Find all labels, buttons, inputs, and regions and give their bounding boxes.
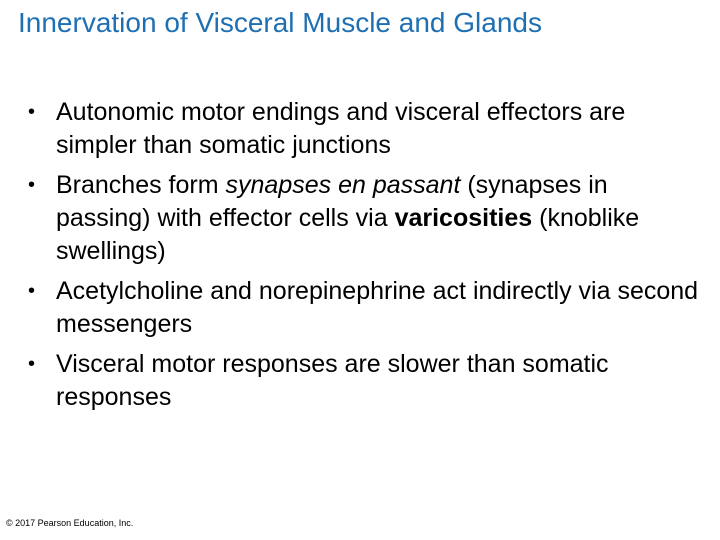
term-varicosities: varicosities (394, 204, 533, 232)
bullet-text-2 (56, 169, 700, 268)
copyright-notice: © 2017 Pearson Education, Inc. (6, 518, 134, 528)
bullet-item-1 (28, 96, 700, 162)
bullet-marker: • (28, 353, 36, 375)
bullet-text-2-part1: Branches form (56, 171, 226, 199)
bullet-text-3: Acetylcholine and norepinephrine act indirectly via second messengers (56, 277, 699, 338)
bullet-list (28, 96, 700, 421)
slide-title: Innervation of Visceral Muscle and Glands (18, 7, 542, 38)
bullet-item-2 (28, 169, 700, 268)
bullet-item-4 (28, 348, 700, 414)
bullet-text-2-part2: (synapses in passing) with effector cells via (56, 171, 608, 232)
bullet-marker: • (28, 174, 36, 196)
term-synapses-en-passant: synapses en passant (225, 171, 461, 199)
bullet-text-2-part3: (knoblike swellings) (56, 204, 640, 265)
bullet-text-4: Visceral motor responses are slower than somatic responses (56, 350, 609, 411)
bullet-marker: • (28, 101, 36, 123)
bullet-text-1: Autonomic motor endings and visceral effectors are simpler than somatic junctions (56, 98, 626, 159)
bullet-marker: • (28, 280, 36, 302)
bullet-item-3 (28, 275, 700, 341)
